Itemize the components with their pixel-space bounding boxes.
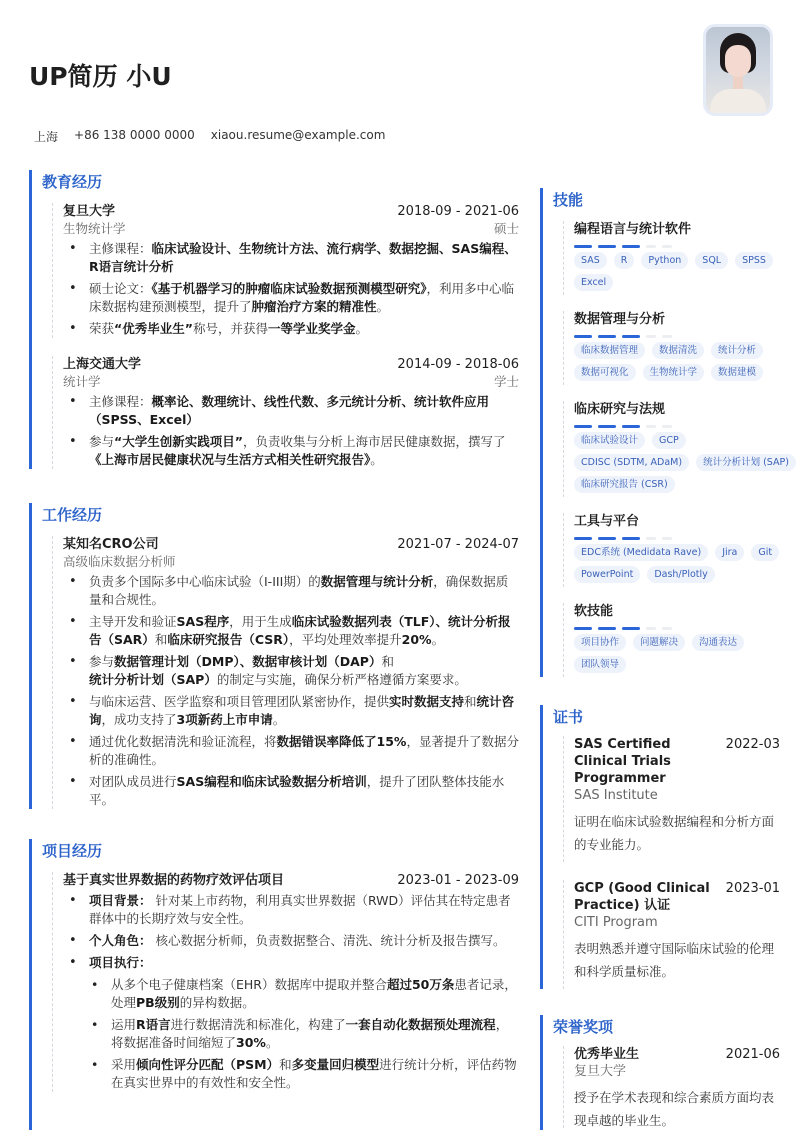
skill-tag: SAS (574, 252, 607, 269)
award-entry (563, 1046, 780, 1130)
bullet-item: • 项目背景： 针对某上市药物，利用真实世界数据（RWD）评估其在特定患者群体中的长期疗效与安全性。 (63, 892, 519, 928)
skill-group-title: 临床研究与法规 (574, 402, 666, 417)
bullet-item: • 主导开发和验证SAS程序，用于生成临床试验数据列表（TLF）、统计分析报告（SAR）和临床研究报告（CSR），平均处理效率提升20%。 (63, 613, 519, 649)
skill-tag: 临床数据管理 (574, 342, 645, 359)
sub-bullet-item: • 从多个电子健康档案（EHR）数据库中提取并整合超过50万条患者记录，处理PB级别的异构数据。 (89, 976, 519, 1012)
certificate-description: 表明熟悉并遵守国际临床试验的伦理和科学质量标准。 (574, 941, 775, 979)
bullet-item: • 荣获“优秀毕业生”称号，并获得一等学业奖学金。 (63, 320, 519, 338)
section-title: 项目经历 (42, 842, 103, 860)
skill-group (563, 401, 789, 497)
job-title: 高级临床数据分析师 (63, 554, 176, 569)
section-projects (29, 839, 519, 1130)
skill-tag: SPSS (735, 252, 773, 269)
major: 生物统计学 (63, 221, 126, 236)
avatar (706, 27, 770, 113)
skill-group-title: 软技能 (574, 604, 614, 619)
candidate-name: UP简历 小U (29, 62, 172, 91)
skill-tag: 团队领导 (574, 656, 626, 673)
skill-tag: EDC系统 (Medidata Rave) (574, 544, 708, 561)
date-range: 2014-09 - 2018-06 (397, 357, 519, 372)
date-range: 2021-07 - 2024-07 (397, 537, 519, 552)
sidebar-column (540, 188, 789, 1130)
certificate-issuer: SAS Institute (574, 788, 658, 803)
education-entry (52, 356, 519, 469)
project-name: 基于真实世界数据的药物疗效评估项目 (63, 873, 285, 888)
award-name: 优秀毕业生 (574, 1047, 640, 1062)
skill-tag: 临床研究报告 (CSR) (574, 476, 675, 493)
skill-group (563, 513, 780, 587)
date-range: 2018-09 - 2021-06 (397, 204, 519, 219)
bullet-item: • 个人角色： 核心数据分析师，负责数据整合、清洗、统计分析及报告撰写。 (63, 932, 519, 950)
bullet-item: • 负责多个国际多中心临床试验（I-III期）的数据管理与统计分析，确保数据质量和合规性。 (63, 573, 519, 609)
skill-level-bar (574, 245, 780, 248)
skill-group (563, 311, 780, 385)
certificate-name: GCP (Good Clinical Practice) 认证 (574, 881, 710, 913)
skill-tag: 生物统计学 (643, 364, 705, 381)
date-range: 2023-01 - 2023-09 (397, 873, 519, 888)
skill-tag: 统计分析计划 (SAP) (696, 454, 796, 471)
certificate-date: 2022-03 (725, 737, 780, 752)
skill-tag: Dash/Plotly (647, 566, 714, 583)
skill-level-bar (574, 335, 780, 338)
section-education (29, 170, 519, 469)
major: 统计学 (63, 374, 101, 389)
skill-tag: CDISC (SDTM, ADaM) (574, 454, 689, 471)
bullet-item: • 通过优化数据清洗和验证流程，将数据错误率降低了15%，显著提升了数据分析的准确性。 (63, 733, 519, 769)
certificate-entry (563, 736, 780, 862)
work-entry (52, 536, 519, 809)
award-issuer: 复旦大学 (574, 1064, 627, 1079)
award-description: 授予在学术表现和综合素质方面均表现卓越的毕业生。 (574, 1090, 775, 1128)
skill-group (563, 221, 780, 295)
section-title: 荣誉奖项 (553, 1018, 614, 1036)
skill-group-title: 编程语言与统计软件 (574, 222, 692, 237)
bullet-item: • 与临床运营、医学监察和项目管理团队紧密协作，提供实时数据支持和统计咨询，成功支持了3项新药上市申请。 (63, 693, 519, 729)
education-entry (52, 203, 519, 338)
skill-tag: GCP (652, 432, 686, 449)
skill-group-title: 工具与平台 (574, 514, 640, 529)
bullet-item: • 对团队成员进行SAS编程和临床试验数据分析培训，提升了团队整体技能水平。 (63, 773, 519, 809)
certificate-name: SAS Certified Clinical Trials Programmer (574, 737, 671, 786)
company-name: 某知名CRO公司 (63, 537, 159, 552)
section-title: 技能 (553, 191, 584, 209)
degree: 学士 (493, 374, 519, 389)
main-column (29, 170, 519, 1130)
skill-tag: SQL (695, 252, 728, 269)
profile-photo (703, 24, 773, 116)
skill-tag: 数据可视化 (574, 364, 636, 381)
skill-level-bar (574, 537, 780, 540)
skill-level-bar (574, 425, 780, 428)
skill-level-bar (574, 627, 780, 630)
contact-phone: +86 138 0000 0000 (74, 128, 195, 142)
contact-email: xiaou.resume@example.com (210, 128, 386, 142)
skill-tag: 问题解决 (633, 634, 685, 651)
skill-tag: 沟通表达 (692, 634, 744, 651)
school-name: 上海交通大学 (63, 357, 142, 372)
contact-city: 上海 (34, 130, 59, 144)
skill-group-title: 数据管理与分析 (574, 312, 666, 327)
skill-tag: 临床试验设计 (574, 432, 645, 449)
section-awards (540, 1015, 780, 1130)
skill-tag: Git (751, 544, 779, 561)
section-title: 证书 (553, 708, 584, 726)
certificate-date: 2023-01 (725, 881, 780, 896)
certificate-issuer: CITI Program (574, 915, 658, 930)
award-date: 2021-06 (725, 1047, 780, 1062)
school-name: 复旦大学 (63, 204, 116, 219)
skill-tag: Excel (574, 274, 613, 291)
bullet-item: • 硕士论文：《基于机器学习的肿瘤临床试验数据预测模型研究》，利用多中心临床数据构建预测模型，提升了肿瘤治疗方案的精准性。 (63, 280, 519, 316)
bullet-item: • 项目执行： • 从多个电子健康档案（EHR）数据库中提取并整合超过50万条患者记录，处理PB级别的异构数据。 • 运用R语言进行数据清洗和标准化，构建了一套自动化数据预处理流程，将数据准备时间缩短了30%。 • 采用倾向性评分匹配（PSM）和多变量回归模型进行统计分析，评估药物在真实世界中的有效性和安全性。 (63, 954, 519, 1092)
skill-tag: R (614, 252, 635, 269)
sub-bullet-item: • 采用倾向性评分匹配（PSM）和多变量回归模型进行统计分析，评估药物在真实世界中的有效性和安全性。 (89, 1056, 519, 1092)
skill-tag: 数据清洗 (652, 342, 704, 359)
skill-tag: PowerPoint (574, 566, 640, 583)
contact-info (34, 128, 385, 145)
sub-bullet-item: • 运用R语言进行数据清洗和标准化，构建了一套自动化数据预处理流程，将数据准备时间缩短了30%。 (89, 1016, 519, 1052)
section-certificates (540, 705, 780, 989)
bullet-item: • 主修课程：概率论、数理统计、线性代数、多元统计分析、统计软件应用（SPSS、Excel） (63, 393, 519, 429)
bullet-item: • 参与数据管理计划（DMP）、数据审核计划（DAP）和统计分析计划（SAP）的制定与实施，确保分析严格遵循方案要求。 (63, 653, 519, 689)
skill-tag: Python (641, 252, 688, 269)
project-entry (52, 872, 519, 1092)
certificate-entry (563, 880, 780, 989)
skill-tag: Jira (715, 544, 744, 561)
section-title: 教育经历 (42, 173, 103, 191)
section-title: 工作经历 (42, 506, 103, 524)
section-skills (540, 188, 789, 677)
resume-header (0, 0, 799, 160)
skill-tag: 统计分析 (711, 342, 763, 359)
section-work (29, 503, 519, 809)
skill-tag: 数据建模 (711, 364, 763, 381)
bullet-item: • 主修课程：临床试验设计、生物统计方法、流行病学、数据挖掘、SAS编程、R语言统计分析 (63, 240, 519, 276)
degree: 硕士 (493, 221, 519, 236)
certificate-description: 证明在临床试验数据编程和分析方面的专业能力。 (574, 814, 775, 852)
skill-tag: 项目协作 (574, 634, 626, 651)
bullet-item: • 参与“大学生创新实践项目”，负责收集与分析上海市居民健康数据，撰写了《上海市居民健康状况与生活方式相关性研究报告》。 (63, 433, 519, 469)
skill-group (563, 603, 780, 677)
